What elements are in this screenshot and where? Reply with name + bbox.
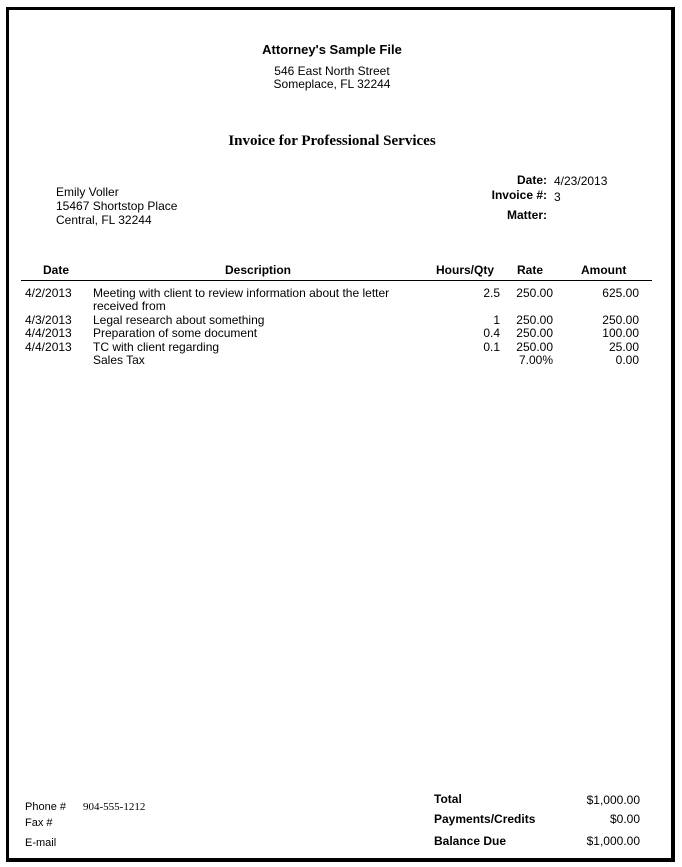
row-description (93, 287, 389, 313)
payments-value: $0.00 (609, 812, 640, 826)
row-hours: 0.1 (483, 340, 500, 354)
column-header-description: Description (225, 263, 292, 277)
row-description: TC with client regarding (93, 340, 220, 354)
phone-label: Phone # (25, 801, 66, 813)
firm-address (9, 65, 655, 91)
firm-address-line2: Someplace, FL 32244 (273, 77, 391, 91)
column-header-rate: Rate (517, 263, 544, 277)
client-address (56, 185, 177, 227)
row-hours: 2.5 (483, 286, 500, 300)
row-date: 4/4/2013 (25, 340, 72, 354)
row-amount: 100.00 (602, 326, 639, 340)
row-rate: 250.00 (516, 326, 553, 340)
balance-due-value: $1,000.00 (586, 834, 640, 848)
row-date: 4/3/2013 (25, 313, 72, 327)
row-hours: 0.4 (483, 326, 500, 340)
row-description-line: received from (93, 299, 166, 313)
invoice-page (6, 7, 675, 862)
row-date: 4/2/2013 (25, 286, 72, 300)
total-label: Total (434, 792, 462, 806)
row-date: 4/4/2013 (25, 326, 72, 340)
balance-due-label: Balance Due (434, 834, 507, 848)
client-city: Central, FL 32244 (56, 213, 152, 227)
email-label: E-mail (25, 837, 57, 849)
total-value: $1,000.00 (586, 793, 640, 807)
column-header-amount: Amount (581, 263, 627, 277)
row-rate: 250.00 (516, 286, 553, 300)
row-amount: 25.00 (608, 340, 639, 354)
firm-name: Attorney's Sample File (262, 42, 402, 57)
sales-tax-amount: 0.00 (615, 353, 639, 367)
row-rate: 250.00 (516, 313, 553, 327)
fax-label: Fax # (25, 817, 53, 829)
invoice-number-label: Invoice #: (491, 188, 547, 202)
matter-label: Matter: (506, 208, 547, 222)
firm-address-line1: 546 East North Street (274, 64, 390, 78)
date-value: 4/23/2013 (554, 174, 608, 188)
row-description: Legal research about something (93, 313, 265, 327)
client-street: 15467 Shortstop Place (56, 199, 178, 213)
date-label: Date: (516, 173, 547, 187)
column-header-date: Date (43, 263, 70, 277)
invoice-title: Invoice for Professional Services (228, 133, 436, 149)
row-description: Preparation of some document (93, 326, 258, 340)
payments-label: Payments/Credits (434, 812, 536, 826)
sales-tax-rate: 7.00% (518, 353, 553, 367)
client-name: Emily Voller (56, 185, 119, 199)
invoice-number-value: 3 (554, 190, 561, 204)
phone-value: 904-555-1212 (83, 801, 146, 813)
row-hours: 1 (493, 313, 500, 327)
sales-tax-label: Sales Tax (93, 353, 145, 367)
header-rule (21, 280, 652, 281)
row-description-line: Meeting with client to review information about the letter (93, 286, 390, 300)
row-amount: 625.00 (602, 286, 639, 300)
row-amount: 250.00 (602, 313, 639, 327)
column-header-hours: Hours/Qty (436, 263, 495, 277)
row-rate: 250.00 (516, 340, 553, 354)
